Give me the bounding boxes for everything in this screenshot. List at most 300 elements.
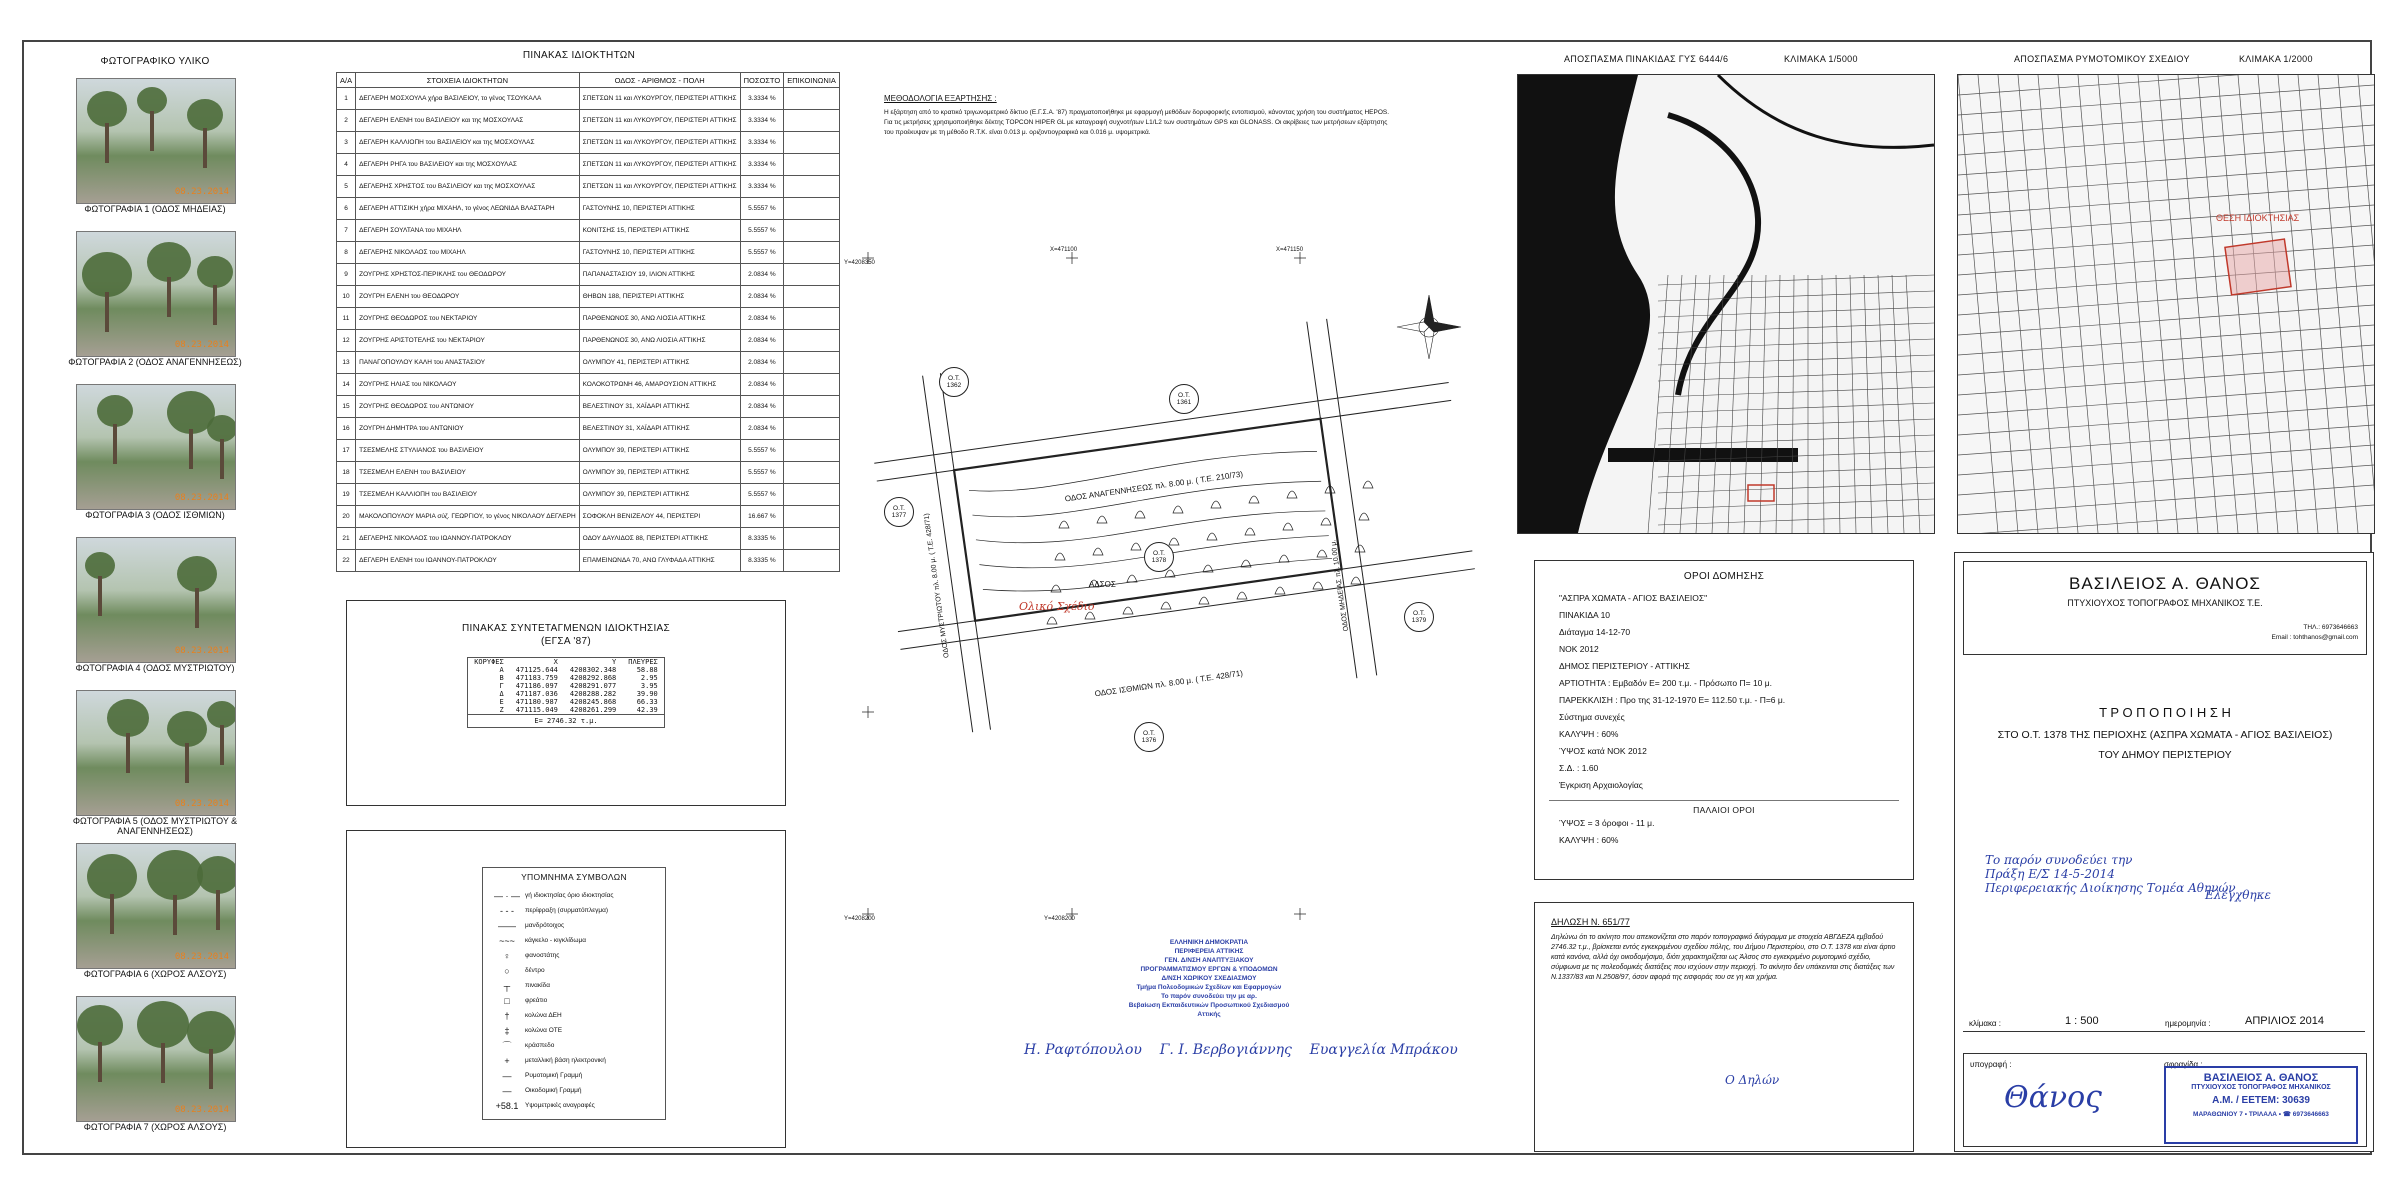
- site-label: ΑΛΣΟΣ: [1089, 580, 1116, 589]
- legend-symbol: †: [504, 1010, 510, 1021]
- photo-2: [76, 231, 236, 357]
- engineer-phone: ΤΗΛ.: 6973646663: [2303, 624, 2358, 631]
- photos-panel: [24, 42, 334, 1155]
- photo-date-stamp: 08.23.2014: [174, 493, 229, 503]
- legend-label: κράσπεδο: [525, 1042, 555, 1049]
- table-cell: [784, 550, 840, 572]
- table-cell: [784, 198, 840, 220]
- owners-column-header: ΟΔΟΣ - ΑΡΙΘΜΟΣ - ΠΟΛΗ: [579, 73, 740, 88]
- table-row: [468, 690, 664, 698]
- table-cell: 2.95: [640, 674, 658, 682]
- table-row: [337, 286, 840, 308]
- term-line: ΠΙΝΑΚΙΔΑ 10: [1559, 610, 1611, 620]
- table-cell: ΖΟΥΓΡΗ ΔΗΜΗΤΡΑ του ΑΝΤΩΝΙΟΥ: [356, 418, 580, 440]
- map1-excerpt: [1517, 74, 1935, 534]
- methodology-text: Η εξάρτηση από το κρατικό τριγωνομετρικό δίκτυο (Ε.Γ.Σ.Α. '87) πραγματοποιήθηκε με εφαρμογή μεθόδων δορυφορικής εντοπισμού, κάνοντας χρήση του συστήματος HEPOS. Για τις μετρήσεις χρησιμοποιήθηκε δέκτης TOPCON HIPER GL με καταγραφή συχνοτήτων L1/L2 των συστημάτων GPS και GLONASS. Οι ακρίβειες των μετρήσεων εξάρτησης του προέκυψαν με τη μέθοδο R.T.K. είναι 0.013 μ. οριζοντιογραφικά και 0.016 μ. υψομετρικά.: [884, 109, 1390, 136]
- tree-symbol: [1055, 553, 1065, 560]
- old-term-line: ΚΑΛΥΨΗ : 60%: [1559, 835, 1619, 845]
- table-cell: 7: [337, 220, 356, 242]
- table-row: [337, 132, 840, 154]
- table-row: [337, 220, 840, 242]
- table-cell: ΒΕΛΕΣΤΙΝΟΥ 31, ΧΑΪΔΑΡΙ ΑΤΤΙΚΗΣ: [579, 418, 740, 440]
- table-cell: 19: [337, 484, 356, 506]
- engineer-name: ΒΑΣΙΛΕΙΟΣ Α. ΘΑΝΟΣ: [2069, 574, 2261, 593]
- stamp-label: σφραγίδα :: [2164, 1060, 2203, 1069]
- tree-symbol: [1245, 528, 1255, 535]
- legend-label: Υψομετρικές αναγραφές: [525, 1102, 595, 1109]
- engineer-role: ΠΤΥΧΙΟΥΧΟΣ ΤΟΠΟΓΡΑΦΟΣ ΜΗΧΑΝΙΚΟΣ Τ.Ε.: [2067, 598, 2263, 608]
- grid-label-top-left: Y=4208350: [844, 260, 875, 266]
- table-cell: ΘΗΒΩΝ 188, ΠΕΡΙΣΤΕΡΙ ΑΤΤΙΚΗΣ: [579, 286, 740, 308]
- photo-1: [76, 78, 236, 204]
- stamp-line: Το παρόν συνοδεύει την με αρ.: [1161, 993, 1257, 1000]
- table-cell: ΟΛΥΜΠΟΥ 39, ΠΕΡΙΣΤΕΡΙ ΑΤΤΙΚΗΣ: [579, 462, 740, 484]
- table-cell: ΚΟΝΙΤΣΗΣ 15, ΠΕΡΙΣΤΕΡΙ ΑΤΤΙΚΗΣ: [579, 220, 740, 242]
- owners-column-header: ΣΤΟΙΧΕΙΑ ΙΔΙΟΚΤΗΤΩΝ: [356, 73, 580, 88]
- approval-signature-right: Ελέγχθηκε: [2205, 888, 2271, 902]
- stamp-line: ΕΛΛΗΝΙΚΗ ΔΗΜΟΚΡΑΤΙΑ: [1169, 939, 1249, 946]
- owners-column-header: ΕΠΙΚΟΙΝΩΝΙΑ: [784, 73, 840, 88]
- table-cell: 5.5557 %: [740, 484, 784, 506]
- term-line: "ΑΣΠΡΑ ΧΩΜΑΤΑ - ΑΓΙΟΣ ΒΑΣΙΛΕΙΟΣ": [1559, 593, 1708, 603]
- legend-item: [489, 993, 659, 1008]
- photo-4: [76, 537, 236, 663]
- legend-item: [489, 1008, 659, 1023]
- legend-symbol: ♀: [503, 950, 511, 961]
- table-cell: [784, 352, 840, 374]
- table-cell: ΖΟΥΓΡΗΣ ΗΛΙΑΣ του ΝΙΚΟΛΑΟΥ: [356, 374, 580, 396]
- table-cell: 21: [337, 528, 356, 550]
- table-cell: ΣΠΕΤΣΩΝ 11 και ΛΥΚΟΥΡΓΟΥ, ΠΕΡΙΣΤΕΡΙ ΑΤΤΙΚΗΣ: [579, 132, 740, 154]
- table-row: [468, 698, 664, 706]
- stamp-name: ΒΑΣΙΛΕΙΟΣ Α. ΘΑΝΟΣ: [2203, 1072, 2319, 1084]
- tree-symbol: [1161, 602, 1171, 609]
- scale-value: 1 : 500: [2065, 1015, 2099, 1027]
- table-cell: 2.0834 %: [740, 374, 784, 396]
- legend-label: δέντρο: [525, 967, 545, 974]
- table-row: [337, 506, 840, 528]
- legend-title: ΥΠΟΜΝΗΜΑ ΣΥΜΒΟΛΩΝ: [521, 872, 627, 882]
- coordinates-column-header: Χ: [553, 658, 558, 666]
- stamp-line: ΠΕΡΙΦΕΡΕΙΑ ΑΤΤΙΚΗΣ: [1174, 948, 1244, 955]
- tree-symbol: [1093, 548, 1103, 555]
- street-west-label: ΟΔΟΣ ΜΥΣΤΡΙΩΤΟΥ πλ. 8.00 μ. ( Τ.Ε. 428/71): [923, 512, 951, 659]
- tree-symbol: [1169, 538, 1179, 545]
- block-label: Ο.Τ. 1377: [884, 497, 914, 527]
- legend-label: κολώνα ΔΕΗ: [525, 1012, 562, 1019]
- block-label: Ο.Τ. 1376: [1134, 722, 1164, 752]
- tree-symbol: [1249, 496, 1259, 503]
- table-cell: ΠΑΡΘΕΝΩΝΟΣ 30, ΑΝΩ ΛΙΟΣΙΑ ΑΤΤΙΚΗΣ: [579, 330, 740, 352]
- legend-box: [346, 830, 786, 1148]
- grid-label-x2: X=471150: [1276, 247, 1304, 253]
- photo-date-stamp: 08.23.2014: [174, 646, 229, 656]
- legend-label: μανδρότοιχος: [525, 922, 565, 929]
- table-cell: ΔΕΓΛΕΡΗΣ ΧΡΗΣΤΟΣ του ΒΑΣΙΛΕΙΟΥ και της ΜΟΣΧΟΥΛΑΣ: [356, 176, 580, 198]
- table-cell: [784, 176, 840, 198]
- stamp-line: ΓΕΝ. Δ/ΝΣΗ ΑΝΑΠΤΥΞΙΑΚΟΥ: [1164, 957, 1254, 964]
- stamp-line: Βεβαίωση Εκπαιδευτικών Προσωπικού Σχεδιασμού Αττικής: [1128, 1002, 1290, 1018]
- table-cell: [784, 484, 840, 506]
- table-row: [337, 418, 840, 440]
- table-cell: 3.3334 %: [740, 88, 784, 110]
- table-cell: ΣΠΕΤΣΩΝ 11 και ΛΥΚΟΥΡΓΟΥ, ΠΕΡΙΣΤΕΡΙ ΑΤΤΙΚΗΣ: [579, 88, 740, 110]
- photo-caption: ΦΩΤΟΓΡΑΦΙΑ 6 (ΧΩΡΟΣ ΑΛΣΟΥΣ): [83, 969, 227, 979]
- legend-item: [489, 1068, 659, 1083]
- table-row: [468, 674, 664, 682]
- table-cell: 2.0834 %: [740, 352, 784, 374]
- tree-symbol: [1351, 577, 1361, 584]
- legend-item: [489, 963, 659, 978]
- grid-label-bottom-left: Y=4208200: [844, 916, 875, 922]
- table-cell: ΖΟΥΓΡΗΣ ΑΡΙΣΤΟΤΕΛΗΣ του ΝΕΚΤΑΡΙΟΥ: [356, 330, 580, 352]
- table-row: [337, 440, 840, 462]
- coordinates-title: ΠΙΝΑΚΑΣ ΣΥΝΤΕΤΑΓΜΕΝΩΝ ΙΔΙΟΚΤΗΣΙΑΣ: [461, 623, 670, 634]
- methodology-title: ΜΕΘΟΔΟΛΟΓΙΑ ΕΞΑΡΤΗΣΗΣ :: [884, 94, 997, 103]
- tree-symbol: [1313, 582, 1323, 589]
- term-line: ΎΨΟΣ κατά ΝΟΚ 2012: [1559, 746, 1647, 756]
- legend-symbol: ⌒: [502, 1041, 512, 1051]
- table-cell: 4208291.077: [569, 682, 617, 690]
- table-cell: ΖΟΥΓΡΗ ΕΛΕΝΗ του ΘΕΟΔΩΡΟΥ: [356, 286, 580, 308]
- table-cell: 2.0834 %: [740, 418, 784, 440]
- declaration-title: ΔΗΛΩΣΗ Ν. 651/77: [1551, 917, 1630, 927]
- table-cell: 1: [337, 88, 356, 110]
- legend-item: [489, 1098, 659, 1113]
- engineer-stamp: [2164, 1066, 2358, 1144]
- table-cell: ΠΑΠΑΝΑΣΤΑΣΙΟΥ 19, ΙΛΙΟΝ ΑΤΤΙΚΗΣ: [579, 264, 740, 286]
- tree-symbol: [1275, 587, 1285, 594]
- tree-symbol: [1047, 617, 1057, 624]
- map2-highlight: ΘΕΣΗ ΙΔΙΟΚΤΗΣΙΑΣ: [2216, 213, 2300, 223]
- tree-symbol: [1355, 545, 1365, 552]
- table-cell: 8: [337, 242, 356, 264]
- map2-title: ΑΠΟΣΠΑΣΜΑ ΡΥΜΟΤΟΜΙΚΟΥ ΣΧΕΔΙΟΥ: [2014, 54, 2190, 64]
- legend-symbol: +58.1: [495, 1100, 519, 1111]
- table-cell: Β: [499, 674, 504, 682]
- owners-column-header: ΠΟΣΟΣΤΟ: [740, 73, 784, 88]
- tree-symbol: [1321, 518, 1331, 525]
- table-cell: ΓΑΣΤΟΥΝΗΣ 10, ΠΕΡΙΣΤΕΡΙ ΑΤΤΙΚΗΣ: [579, 198, 740, 220]
- table-cell: 8.3335 %: [740, 550, 784, 572]
- photo-caption: ΦΩΤΟΓΡΑΦΙΑ 5 (ΟΔΟΣ ΜΥΣΤΡΙΩΤΟΥ & ΑΝΑΓΕΝΝΗΣΕΩΣ): [72, 816, 238, 836]
- table-row: [337, 198, 840, 220]
- photo-caption: ΦΩΤΟΓΡΑΦΙΑ 2 (ΟΔΟΣ ΑΝΑΓΕΝΝΗΣΕΩΣ): [68, 357, 242, 367]
- table-cell: 4208302.348: [569, 666, 617, 674]
- table-row: [337, 528, 840, 550]
- table-cell: ΜΑΚΟΛΟΠΟΥΛΟΥ ΜΑΡΙΑ σύζ. ΓΕΩΡΓΙΟΥ, το γένος ΝΙΚΟΛΑΟΥ ΔΕΓΛΕΡΗ: [356, 506, 580, 528]
- table-cell: 20: [337, 506, 356, 528]
- legend-symbol: ‡: [504, 1025, 510, 1036]
- map2-excerpt: [1957, 74, 2375, 534]
- legend-symbol: —: [502, 1085, 512, 1096]
- table-cell: 66.33: [636, 698, 658, 706]
- table-cell: ΣΠΕΤΣΩΝ 11 και ΛΥΚΟΥΡΓΟΥ, ΠΕΡΙΣΤΕΡΙ ΑΤΤΙΚΗΣ: [579, 176, 740, 198]
- tree-symbol: [1283, 523, 1293, 530]
- table-row: [337, 88, 840, 110]
- legend-symbol: ~~~: [499, 935, 515, 946]
- table-cell: ΒΕΛΕΣΤΙΝΟΥ 31, ΧΑΪΔΑΡΙ ΑΤΤΙΚΗΣ: [579, 396, 740, 418]
- map1-scale: ΚΛΙΜΑΚΑ 1/5000: [1784, 54, 1858, 64]
- legend-label: γή ιδιοκτησίας όριο ιδιοκτησίας: [525, 892, 614, 899]
- table-cell: ΔΕΓΛΕΡΗ ΚΑΛΛΙΟΠΗ του ΒΑΣΙΛΕΙΟΥ και της ΜΟΣΧΟΥΛΑΣ: [356, 132, 580, 154]
- table-cell: 6: [337, 198, 356, 220]
- table-cell: ΟΛΥΜΠΟΥ 39, ΠΕΡΙΣΤΕΡΙ ΑΤΤΙΚΗΣ: [579, 440, 740, 462]
- legend-symbol: ○: [504, 965, 510, 976]
- legend-label: κολώνα ΟΤΕ: [525, 1027, 563, 1034]
- block-label: Ο.Τ. 1362: [939, 367, 969, 397]
- doc-title: Τ Ρ Ο Π Ο Π Ο Ι Η Σ Η: [2099, 705, 2231, 720]
- tree-symbol: [1135, 511, 1145, 518]
- legend-symbol: — · —: [494, 890, 520, 901]
- coordinates-column-header: ΠΛΕΥΡΕΣ: [628, 658, 658, 666]
- table-cell: 3.95: [640, 682, 658, 690]
- coordinates-column-header: ΚΟΡΥΦΕΣ: [474, 658, 504, 666]
- table-cell: [784, 220, 840, 242]
- tree-symbol: [1059, 521, 1069, 528]
- tree-symbol: [1127, 575, 1137, 582]
- declaration-text: Δηλώνω ότι το ακίνητο που απεικονίζεται στο παρόν τοπογραφικό διάγραμμα με στοιχεία ΑΒΓΔΕΖΑ εμβαδού 2746.32 τ.μ., βρίσκεται εντός εγκεκριμένου σχεδίου πόλης, του Δήμου Περιστερίου, στο Ο.Τ. 1378 και είναι άρτιο κατά κανόνα, αλλά όχι οικοδομήσιμο, διότι χαρακτηρίζεται ως Άλσος στο εγκεκριμένο ρυμοτομικό σχέδιο, σύμφωνα με τις πολεοδομικές διατάξεις που ισχύουν στην περιοχή. Το ακίνητο δεν υπάκεινται στις διατάξεις των Ν.1337/83 και Ν.2508/97, όσον αφορά της εισφοράς του σε γη και χρήμα.: [1551, 934, 1896, 981]
- table-cell: 11: [337, 308, 356, 330]
- stamp-addr: ΜΑΡΑΘΩΝΙΟΥ 7 • ΤΡΙΛΑΛΑ • ☎ 6973646663: [2193, 1111, 2329, 1118]
- legend-item: [489, 918, 659, 933]
- table-cell: 471186.097: [515, 682, 558, 690]
- table-cell: ΟΛΥΜΠΟΥ 39, ΠΕΡΙΣΤΕΡΙ ΑΤΤΙΚΗΣ: [579, 484, 740, 506]
- table-cell: 2.0834 %: [740, 396, 784, 418]
- table-cell: 5.5557 %: [740, 242, 784, 264]
- drawing-sheet: [22, 40, 2372, 1155]
- table-cell: [784, 110, 840, 132]
- table-cell: ΖΟΥΓΡΗΣ ΧΡΗΣΤΟΣ-ΠΕΡΙΚΛΗΣ του ΘΕΟΔΩΡΟΥ: [356, 264, 580, 286]
- table-row: [337, 242, 840, 264]
- table-cell: ΖΟΥΓΡΗΣ ΘΕΟΔΩΡΟΣ του ΝΕΚΤΑΡΙΟΥ: [356, 308, 580, 330]
- photo-date-stamp: 08.23.2014: [174, 799, 229, 809]
- table-cell: 4208245.868: [569, 698, 617, 706]
- area-total: Ε= 2746.32 τ.μ.: [468, 714, 664, 727]
- legend-label: πινακίδα: [525, 982, 551, 989]
- street-north-label: ΟΔΟΣ ΑΝΑΓΕΝΝΗΣΕΩΣ πλ. 8.00 μ. ( Τ.Ε. 210/73): [1064, 469, 1244, 504]
- table-cell: ΔΕΓΛΕΡΗ ΑΤΤΙΣΙΚΗ χήρα ΜΙΧΑΗΛ, το γένος ΛΕΩΝΙΔΑ ΒΛΑΣΤΑΡΗ: [356, 198, 580, 220]
- table-cell: ΟΔΟΥ ΔΑΥΛΙΔΟΣ 88, ΠΕΡΙΣΤΕΡΙ ΑΤΤΙΚΗΣ: [579, 528, 740, 550]
- table-cell: 3: [337, 132, 356, 154]
- declaration-box: [1534, 902, 1914, 1152]
- table-cell: 39.90: [636, 690, 658, 698]
- old-term-line: ΎΨΟΣ = 3 όροφοι - 11 μ.: [1559, 818, 1655, 828]
- table-cell: [784, 374, 840, 396]
- table-cell: [784, 286, 840, 308]
- photo-date-stamp: 08.23.2014: [174, 952, 229, 962]
- old-terms-title: ΠΑΛΑΙΟΙ ΟΡΟΙ: [1549, 800, 1899, 815]
- table-cell: Ζ: [499, 706, 504, 714]
- legend-label: φρεάτιο: [525, 997, 548, 1004]
- table-cell: ΕΠΑΜΕΙΝΩΝΔΑ 70, ΑΝΩ ΓΛΥΦΑΔΑ ΑΤΤΙΚΗΣ: [579, 550, 740, 572]
- coordinates-box: [346, 600, 786, 806]
- doc-subtitle: ΣΤΟ Ο.Τ. 1378 ΤΗΣ ΠΕΡΙΟΧΗΣ (ΑΣΠΡΑ ΧΩΜΑΤΑ - ΑΓΙΟΣ ΒΑΣΙΛΕΙΟΣ): [1997, 729, 2333, 741]
- table-cell: ΤΣΕΣΜΕΛΗ ΚΑΛΛΙΟΠΗ του ΒΑΣΙΛΕΙΟΥ: [356, 484, 580, 506]
- tree-symbol: [1199, 597, 1209, 604]
- term-line: ΚΑΛΥΨΗ : 60%: [1559, 729, 1619, 739]
- table-row: [468, 706, 664, 714]
- legend-item: [489, 888, 659, 903]
- table-cell: 471180.987: [515, 698, 558, 706]
- table-cell: ΚΟΛΟΚΟΤΡΩΝΗ 46, ΑΜΑΡΟΥΣΙΟΝ ΑΤΤΙΚΗΣ: [579, 374, 740, 396]
- photo-date-stamp: 08.23.2014: [174, 1105, 229, 1115]
- table-cell: [784, 506, 840, 528]
- photo-3: [76, 384, 236, 510]
- table-cell: 10: [337, 286, 356, 308]
- table-cell: 471187.036: [515, 690, 558, 698]
- legend-label: φανοστάτης: [525, 952, 560, 959]
- term-line: ΑΡΤΙΟΤΗΤΑ : Εμβαδόν Ε= 200 τ.μ. - Πρόσωπο Π= 10 μ.: [1559, 678, 1773, 688]
- table-cell: 3.3334 %: [740, 176, 784, 198]
- photo-caption: ΦΩΤΟΓΡΑΦΙΑ 4 (ΟΔΟΣ ΜΥΣΤΡΙΩΤΟΥ): [75, 663, 235, 673]
- stamp-line: ΠΡΟΓΡΑΜΜΑΤΙΣΜΟΥ ΕΡΓΩΝ & ΥΠΟΔΟΜΩΝ: [1140, 966, 1278, 973]
- table-cell: 2: [337, 110, 356, 132]
- table-cell: 5: [337, 176, 356, 198]
- term-line: ΠΑΡΕΚΚΛΙΣΗ : Προ της 31-12-1970 Ε= 112.50 τ.μ. - Π=6 μ.: [1559, 695, 1786, 705]
- street-east-label: ΟΔΟΣ ΜΗΔΕΙΑΣ πλ. 10.00 μ.: [1330, 539, 1351, 632]
- coordinates-table: [468, 658, 664, 714]
- table-cell: 17: [337, 440, 356, 462]
- legend-item: [489, 1038, 659, 1053]
- table-cell: 5.5557 %: [740, 462, 784, 484]
- table-cell: 12: [337, 330, 356, 352]
- scale-label: κλίμακα :: [1969, 1019, 2001, 1028]
- stamp-role: ΠΤΥΧΙΟΥΧΟΣ ΤΟΠΟΓΡΑΦΟΣ ΜΗΧΑΝΙΚΟΣ: [2191, 1084, 2331, 1091]
- tree-symbol: [1279, 555, 1289, 562]
- legend-symbol: ——: [498, 920, 516, 931]
- table-cell: 2.0834 %: [740, 286, 784, 308]
- table-cell: ΤΣΕΣΜΕΛΗΣ ΣΤΥΛΙΑΝΟΣ του ΒΑΣΙΛΕΙΟΥ: [356, 440, 580, 462]
- signature-label: υπογραφή :: [1970, 1060, 2012, 1069]
- table-cell: 18: [337, 462, 356, 484]
- tree-symbol: [1287, 491, 1297, 498]
- table-cell: 14: [337, 374, 356, 396]
- photos-title: ΦΩΤΟΓΡΑΦΙΚΟ ΥΛΙΚΟ: [100, 56, 210, 67]
- block-label: Ο.Τ. 1361: [1169, 384, 1199, 414]
- table-cell: Ε: [499, 698, 504, 706]
- table-cell: ΔΕΓΛΕΡΗΣ ΝΙΚΟΛΑΟΣ του ΜΙΧΑΗΛ: [356, 242, 580, 264]
- coordinates-subtitle: (ΕΓΣΑ '87): [541, 636, 591, 647]
- tree-symbol: [1123, 607, 1133, 614]
- table-cell: 3.3334 %: [740, 154, 784, 176]
- declaration-signature: Ο Δηλών: [1725, 1073, 1780, 1087]
- table-cell: [784, 330, 840, 352]
- owners-column-header: Α/Α: [337, 73, 356, 88]
- term-line: ΔΗΜΟΣ ΠΕΡΙΣΤΕΡΙΟΥ - ΑΤΤΙΚΗΣ: [1559, 661, 1690, 671]
- legend-item: [489, 933, 659, 948]
- table-cell: ΖΟΥΓΡΗΣ ΘΕΟΔΩΡΟΣ του ΑΝΤΩΝΙΟΥ: [356, 396, 580, 418]
- table-cell: ΔΕΓΛΕΡΗ ΕΛΕΝΗ του ΒΑΣΙΛΕΙΟΥ και της ΜΟΣΧΟΥΛΑΣ: [356, 110, 580, 132]
- term-line: Διάταγμα 14-12-70: [1559, 627, 1631, 637]
- stamp-line: Τμήμα Πολεοδομικών Σχεδίων και Εφαρμογών: [1136, 984, 1282, 991]
- photo-caption: ΦΩΤΟΓΡΑΦΙΑ 3 (ΟΔΟΣ ΙΣΘΜΙΩΝ): [85, 510, 225, 520]
- table-cell: ΔΕΓΛΕΡΗ ΜΟΣΧΟΥΛΑ χήρα ΒΑΣΙΛΕΙΟΥ, το γένος ΤΣΟΥΚΑΛΑ: [356, 88, 580, 110]
- legend-item: [489, 1023, 659, 1038]
- plan-panel: [844, 42, 1534, 1155]
- term-line: Σ.Δ. : 1.60: [1559, 763, 1599, 773]
- legend-item: [489, 1053, 659, 1068]
- map1-title: ΑΠΟΣΠΑΣΜΑ ΠΙΝΑΚΙΔΑΣ ΓΥΣ 6444/6: [1564, 54, 1729, 64]
- terms-title: ΟΡΟΙ ΔΟΜΗΣΗΣ: [1683, 571, 1765, 582]
- table-cell: 3.3334 %: [740, 110, 784, 132]
- term-line: Έγκριση Αρχαιολογίας: [1559, 780, 1643, 790]
- table-cell: 15: [337, 396, 356, 418]
- photo-caption: ΦΩΤΟΓΡΑΦΙΑ 7 (ΧΩΡΟΣ ΑΛΣΟΥΣ): [83, 1122, 227, 1132]
- owners-table: [336, 72, 840, 572]
- tree-symbol: [1051, 585, 1061, 592]
- table-cell: [784, 154, 840, 176]
- legend-item: [489, 1083, 659, 1098]
- map2-scale: ΚΛΙΜΑΚΑ 1/2000: [2239, 54, 2313, 64]
- grid-label-x1: X=471100: [1050, 247, 1078, 253]
- legend-label: Οικοδομική Γραμμή: [525, 1087, 582, 1094]
- legend-symbol: - - -: [500, 905, 514, 916]
- table-row: [337, 264, 840, 286]
- table-cell: [784, 528, 840, 550]
- table-row: [468, 666, 664, 674]
- table-cell: [784, 418, 840, 440]
- approval-handwriting: Το παρόν συνοδεύει την Πράξη Ε/Σ 14-5-2014 Περιφερειακής Διοίκησης Τομέα Αθηνών: [1985, 853, 2236, 895]
- stamp-reg: Α.Μ. / ΕΕΤΕΜ: 30639: [2212, 1095, 2310, 1106]
- table-cell: ΔΕΓΛΕΡΗ ΣΟΥΛΤΑΝΑ του ΜΙΧΑΗΛ: [356, 220, 580, 242]
- table-cell: [784, 440, 840, 462]
- table-row: [337, 352, 840, 374]
- table-cell: [784, 396, 840, 418]
- engineer-email: Email : tohthanos@gmail.com: [2271, 634, 2358, 641]
- doc-municipality: ΤΟΥ ΔΗΜΟΥ ΠΕΡΙΣΤΕΡΙΟΥ: [2098, 749, 2232, 761]
- photo-date-stamp: 08.23.2014: [174, 340, 229, 350]
- table-cell: 2.0834 %: [740, 264, 784, 286]
- table-cell: ΔΕΓΛΕΡΗΣ ΝΙΚΟΛΑΟΣ του ΙΩΑΝΝΟΥ-ΠΑΤΡΟΚΛΟΥ: [356, 528, 580, 550]
- approval-stamp: [1124, 938, 1294, 1019]
- legend-symbol: □: [504, 995, 510, 1006]
- table-cell: [784, 132, 840, 154]
- table-cell: 2.0834 %: [740, 308, 784, 330]
- table-cell: 2.0834 %: [740, 330, 784, 352]
- table-row: [337, 396, 840, 418]
- table-row: [337, 484, 840, 506]
- street-south-label: ΟΔΟΣ ΙΣΘΜΙΩΝ πλ. 8.00 μ. ( Τ.Ε. 428/71): [1094, 668, 1244, 699]
- table-cell: Γ: [499, 682, 504, 690]
- legend-item: [489, 903, 659, 918]
- table-cell: Δ: [499, 690, 504, 698]
- legend-item: [489, 978, 659, 993]
- tree-symbol: [1131, 543, 1141, 550]
- table-cell: Α: [499, 666, 504, 674]
- table-cell: ΟΛΥΜΠΟΥ 41, ΠΕΡΙΣΤΕΡΙ ΑΤΤΙΚΗΣ: [579, 352, 740, 374]
- term-line: Σύστημα συνεχές: [1559, 712, 1625, 722]
- table-cell: 4208288.282: [569, 690, 617, 698]
- table-cell: 471115.049: [515, 706, 558, 714]
- table-cell: 471125.644: [515, 666, 558, 674]
- legend-label: περίφραξη (συρματόπλεγμα): [525, 907, 609, 914]
- legend-label: μεταλλική βάση ηλεκτρονική: [525, 1057, 606, 1064]
- date-label: ημερομηνία :: [2165, 1019, 2211, 1028]
- photo-7: [76, 996, 236, 1122]
- tree-symbol: [1317, 550, 1327, 557]
- table-cell: ΠΑΡΘΕΝΩΝΟΣ 30, ΑΝΩ ΛΙΟΣΙΑ ΑΤΤΙΚΗΣ: [579, 308, 740, 330]
- tree-symbol: [1237, 592, 1247, 599]
- table-cell: ΣΠΕΤΣΩΝ 11 και ΛΥΚΟΥΡΓΟΥ, ΠΕΡΙΣΤΕΡΙ ΑΤΤΙΚΗΣ: [579, 110, 740, 132]
- table-row: [337, 176, 840, 198]
- table-cell: 16: [337, 418, 356, 440]
- table-cell: 58.88: [636, 666, 658, 674]
- date-value: ΑΠΡΙΛΙΟΣ 2014: [2245, 1015, 2324, 1027]
- table-cell: 9: [337, 264, 356, 286]
- grid-label-bottom-mid: Y=4208200: [1044, 916, 1075, 922]
- table-cell: ΤΣΕΣΜΕΛΗ ΕΛΕΝΗ του ΒΑΣΙΛΕΙΟΥ: [356, 462, 580, 484]
